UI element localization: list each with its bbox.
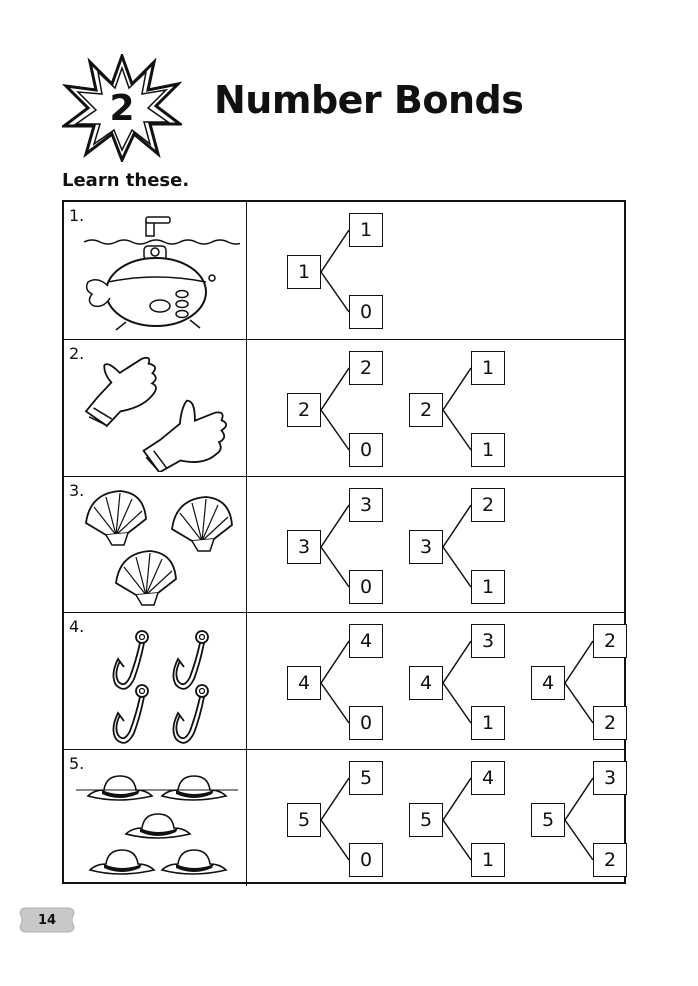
bond-whole-box: 1 (287, 255, 321, 289)
row-number: 1. (69, 206, 85, 225)
bond-part-box-top: 4 (471, 761, 505, 795)
picture-cell (64, 613, 247, 749)
bond-part-box-top: 4 (349, 624, 383, 658)
number-bond (387, 750, 497, 887)
bond-part-box-bottom: 2 (593, 843, 627, 877)
number-bond (265, 477, 375, 614)
number-bond (265, 613, 375, 750)
picture-cell (64, 750, 247, 886)
table-row (64, 339, 624, 476)
number-bond (509, 613, 619, 750)
bond-whole-box: 5 (409, 803, 443, 837)
hooks-picture (70, 617, 240, 745)
table-row (64, 612, 624, 749)
bond-whole-box: 3 (409, 530, 443, 564)
bond-whole-box: 5 (287, 803, 321, 837)
instruction-text: Learn these. (62, 170, 190, 191)
submarine-picture (70, 206, 240, 334)
bond-part-box-bottom: 0 (349, 706, 383, 740)
number-bond (387, 477, 497, 614)
page-number: 14 (37, 912, 57, 928)
row-number: 5. (69, 754, 85, 774)
bond-part-box-bottom: 0 (349, 843, 383, 877)
row-number: 2. (69, 343, 85, 363)
bond-whole-box: 5 (531, 803, 565, 837)
bond-part-box-bottom: 0 (349, 433, 383, 467)
bond-part-box-top: 2 (349, 351, 383, 385)
bond-part-box-top: 3 (593, 761, 627, 795)
number-bond (265, 340, 375, 477)
row-number: 4. (69, 617, 85, 637)
picture-cell (64, 202, 247, 339)
bond-part-box-top: 1 (349, 213, 383, 247)
bond-whole-box: 4 (409, 666, 443, 700)
bond-whole-box: 2 (409, 393, 443, 427)
bond-part-box-top: 2 (471, 488, 505, 522)
bonds-cell (247, 202, 624, 339)
page-title: Number Bonds (214, 78, 524, 122)
table-row (64, 749, 624, 886)
number-bond (265, 202, 375, 339)
bond-part-box-top: 5 (349, 761, 383, 795)
number-bond (265, 750, 375, 887)
picture-cell (64, 340, 247, 476)
gloves-picture (70, 344, 240, 472)
picture-cell (64, 477, 247, 613)
chapter-number: 2 (109, 87, 135, 129)
bond-part-box-bottom: 1 (471, 843, 505, 877)
bond-part-box-bottom: 1 (471, 433, 505, 467)
row-number: 3. (69, 480, 85, 500)
number-bond (387, 613, 497, 750)
number-bond (509, 750, 619, 887)
hats-picture (70, 754, 240, 882)
bond-whole-box: 4 (287, 666, 321, 700)
table-row (64, 476, 624, 613)
bonds-cell (247, 750, 624, 886)
table-row (64, 202, 624, 339)
bond-part-box-top: 3 (349, 488, 383, 522)
shells-picture (70, 481, 240, 609)
bond-part-box-top: 1 (471, 351, 505, 385)
bonds-cell (247, 477, 624, 613)
bonds-cell (247, 340, 624, 476)
bond-whole-box: 3 (287, 530, 321, 564)
bond-part-box-bottom: 1 (471, 570, 505, 604)
bond-part-box-bottom: 0 (349, 295, 383, 329)
bond-whole-box: 4 (531, 666, 565, 700)
number-bond (387, 340, 497, 477)
bond-part-box-bottom: 0 (349, 570, 383, 604)
bond-part-box-bottom: 1 (471, 706, 505, 740)
bond-part-box-top: 2 (593, 624, 627, 658)
bond-part-box-bottom: 2 (593, 706, 627, 740)
bond-part-box-top: 3 (471, 624, 505, 658)
number-bonds-table (62, 200, 626, 884)
bond-whole-box: 2 (287, 393, 321, 427)
bonds-cell (247, 613, 624, 749)
